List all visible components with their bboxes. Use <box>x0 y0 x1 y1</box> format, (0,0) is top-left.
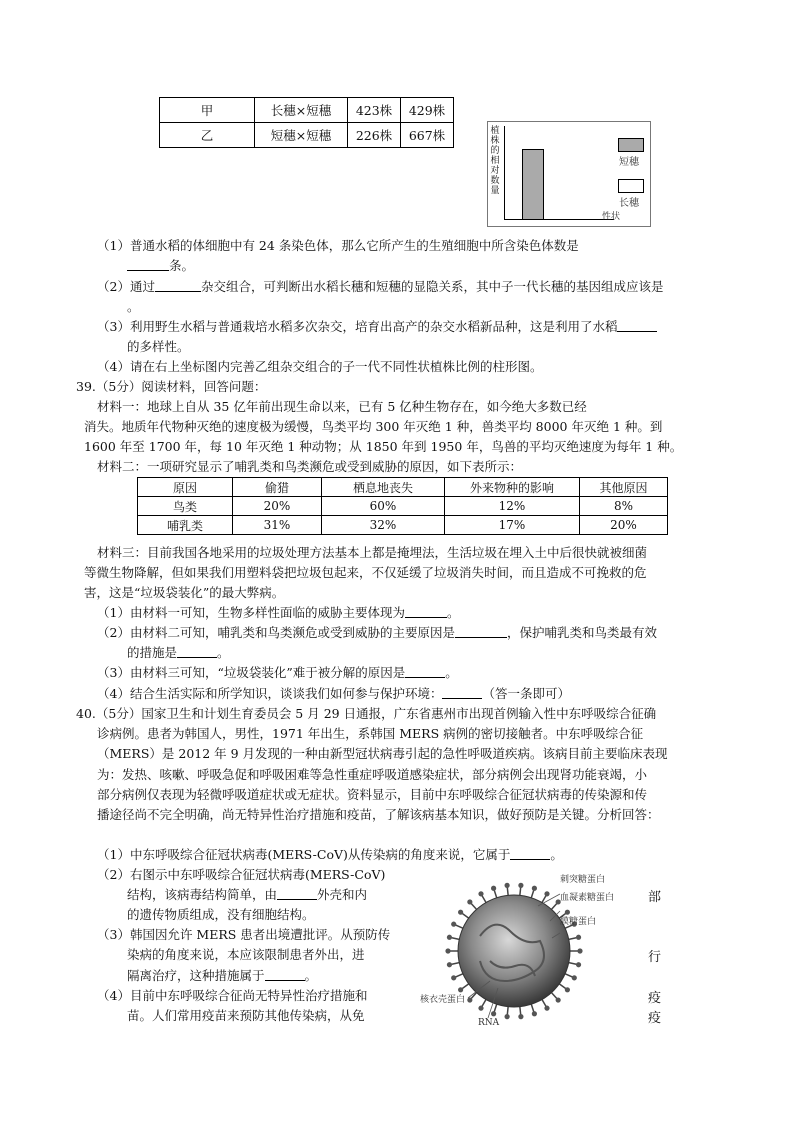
table-cell: 8% <box>580 497 668 516</box>
spike-head <box>572 975 577 980</box>
table-cell: 12% <box>445 497 580 516</box>
label-membrane: 膜糖蛋白 <box>560 917 597 927</box>
q39-4 <box>97 685 570 703</box>
table-cell: 甲 <box>160 98 255 123</box>
table-row <box>138 516 668 535</box>
text: （1）普通水稻的体细胞中有 24 条染色体，那么它所产生的生殖细胞中所含染色体数是 <box>97 238 579 253</box>
table-cell: 哺乳类 <box>138 516 233 535</box>
text: 条。 <box>169 258 195 273</box>
q39-2c <box>127 644 230 662</box>
answer-blank[interactable] <box>177 645 217 658</box>
label-nucleocapsid: 核衣壳蛋白 <box>420 995 466 1005</box>
spike-head <box>565 987 570 992</box>
spike-head <box>544 1006 549 1011</box>
cross-table <box>159 97 454 148</box>
q40-3c <box>127 967 317 985</box>
table-cell: 60% <box>322 497 445 516</box>
q40-1 <box>97 846 563 864</box>
answer-blank[interactable] <box>405 665 445 678</box>
q40-3a: （3）韩国因允许 MERS 患者出境遭批评。从预防传 <box>97 927 391 942</box>
spike-head <box>544 891 549 896</box>
q38-4 <box>97 358 542 376</box>
q39-m1a: 材料一：地球上自从 35 亿年前出现生命以来，已有 5 亿种生物存在，如今绝大多数已经 <box>97 399 587 414</box>
q40-l3: （MERS）是 2012 年 9 月发现的一种由新型冠状病毒引起的急性呼吸道疾病。该病目前主要临床表现 <box>97 746 668 761</box>
q38-2 <box>97 278 663 296</box>
table-cell: 20% <box>580 516 668 535</box>
spike-head <box>447 962 452 967</box>
spike-head <box>532 1011 537 1016</box>
table-header: 其他原因 <box>580 478 668 497</box>
answer-blank[interactable] <box>155 279 201 292</box>
spike-head <box>447 935 452 940</box>
table-cell: 423株 <box>348 98 401 123</box>
q38-3b <box>127 338 190 356</box>
bar-chart <box>487 121 651 227</box>
q40-l2: 诊病例。患者为韩国人，男性，1971 年出生，系韩国 MERS 病例的密切接触者。中东呼吸综合征 <box>97 726 644 741</box>
text: 结构，该病毒结构简单，由 <box>127 887 278 902</box>
table-header: 原因 <box>138 478 233 497</box>
q39-1 <box>97 604 459 622</box>
spike-head <box>467 997 472 1002</box>
table-cell: 429株 <box>401 98 454 123</box>
chart-xlabel: 性状 <box>602 212 621 222</box>
table-cell: 667株 <box>401 123 454 148</box>
text: （3）利用野生水稻与普通栽培水稻多次杂交，培育出高产的杂交水稻新品种，这是利用了水稻 <box>97 319 618 334</box>
table-header: 外来物种的影响 <box>445 478 580 497</box>
table-cell: 32% <box>322 516 445 535</box>
overflow-char: 疫 <box>648 991 662 1006</box>
table-cell: 长穗×短穗 <box>255 98 348 123</box>
text: 的措施是 <box>127 645 178 660</box>
q38-1b <box>127 257 194 275</box>
answer-blank[interactable] <box>265 968 305 981</box>
spike-head <box>577 948 582 953</box>
label-rna: RNA <box>478 1018 500 1028</box>
y-axis <box>504 126 505 220</box>
table-cell: 31% <box>233 516 322 535</box>
legend-swatch-short <box>618 138 644 152</box>
spike-head <box>491 1011 496 1016</box>
spike-head <box>556 997 561 1002</box>
text: （1）中东呼吸综合征冠状病毒(MERS-CoV)从传染病的角度来说，它属于 <box>97 847 511 862</box>
table-row <box>138 497 668 516</box>
text: （4）结合生活实际和所学知识，谈谈我们如何参与保护环境： <box>97 686 443 701</box>
spike-head <box>451 975 456 980</box>
answer-blank[interactable] <box>127 258 169 271</box>
table-row <box>160 123 454 148</box>
q39-3 <box>97 664 458 682</box>
q40-2a: （2）右图示中东呼吸综合征冠状病毒(MERS-CoV) <box>97 867 386 882</box>
text: 隔离治疗，这种措施属于 <box>127 968 265 983</box>
overflow-char: 部 <box>648 890 662 905</box>
text: 外壳和内 <box>317 887 368 902</box>
overflow-char: 疫 <box>648 1011 662 1026</box>
spike-head <box>576 935 581 940</box>
q38-2c <box>127 298 140 316</box>
q40-3b: 染病的角度来说，本应该限制患者外出，进 <box>127 947 365 962</box>
q39-m3c: 害，这是“垃圾袋装化”的最大弊病。 <box>84 585 285 600</box>
spike-head <box>445 948 450 953</box>
spike-head <box>505 1014 510 1019</box>
legend-label-long: 长穗 <box>619 198 639 209</box>
q40-4b: 苗。人们常用疫苗来预防其他传染病，从免 <box>127 1008 365 1023</box>
q38-1 <box>97 237 579 255</box>
label-hemagglutinin: 血凝素糖蛋白 <box>560 893 615 903</box>
q39-head: 39.（5分）阅读材料，回答问题： <box>76 379 267 394</box>
table-cell: 乙 <box>160 123 255 148</box>
q39-m3b: 等微生物降解，但如果我们用塑料袋把垃圾包起来，不仅延缓了垃圾消失时间，而且造成不可挽救的危 <box>84 565 647 580</box>
table-header: 栖息地丧失 <box>322 478 445 497</box>
legend-swatch-long <box>618 179 644 193</box>
virus-figure <box>410 866 640 1032</box>
text: 。 <box>550 847 563 862</box>
spike-head <box>467 899 472 904</box>
table-cell: 226株 <box>348 123 401 148</box>
spike-head <box>505 883 510 888</box>
text: 。 <box>446 605 460 620</box>
q40-l4: 为：发热、咳嗽、呼吸急促和呼吸困难等急性重症呼吸道感染症状，部分病例会出现肾功能衰竭，小 <box>97 767 648 782</box>
chart-ylabel: 植株的相对数量 <box>490 126 500 196</box>
table-header: 偷猎 <box>233 478 322 497</box>
spike-head <box>478 1006 483 1011</box>
text: 。 <box>127 299 140 314</box>
table-cell: 20% <box>233 497 322 516</box>
q39-m3a: 材料三：目前我国各地采用的垃圾处理方法基本上都是掩埋法，生活垃圾在埋入土中后很快就被细菌 <box>97 545 648 560</box>
answer-blank[interactable] <box>277 887 317 900</box>
answer-blank[interactable] <box>442 686 482 699</box>
spike-head <box>532 886 537 891</box>
label-spike: 刺突糖蛋白 <box>560 875 606 885</box>
spike-head <box>458 910 463 915</box>
table-cell: 17% <box>445 516 580 535</box>
text: （2）通过 <box>97 279 155 294</box>
q39-2 <box>97 624 657 642</box>
table-row <box>160 98 454 123</box>
text: （3）由材料三可知，“垃圾袋装化”难于被分解的原因是 <box>97 665 406 680</box>
overflow-char: 行 <box>648 950 662 965</box>
text: （4）请在右上坐标图内完善乙组杂交组合的子一代不同性状植株比例的柱形图。 <box>97 359 543 374</box>
text: 。 <box>217 645 230 660</box>
q40-l1: 40.（5分）国家卫生和计划生育委员会 5 月 29 日通报，广东省惠州市出现首例输入性中东呼吸综合征确 <box>76 706 657 721</box>
spike-head <box>518 1014 523 1019</box>
q40-2d: 的遗传物质组成，没有细胞结构。 <box>127 907 315 922</box>
table-header-row <box>138 478 668 497</box>
bar-short <box>522 149 544 220</box>
q40-4a: （4）目前中东呼吸综合征尚无特异性治疗措施和 <box>97 988 368 1003</box>
spike-head <box>518 883 523 888</box>
spike-head <box>576 962 581 967</box>
q40-l6: 播途径尚不完全明确，尚无特异性治疗措施和疫苗，了解该病基本知识，做好预防是关键。分析回答： <box>97 807 660 822</box>
q40-l5: 部分病例仅表现为轻微呼吸道症状或无症状。资料显示，目前中东呼吸综合征冠状病毒的传染源和传 <box>97 787 648 802</box>
answer-blank[interactable] <box>617 319 657 332</box>
q39-m1b: 消失。地质年代物种灭绝的速度极为缓慢，鸟类平均 300 年灭绝 1 种，兽类平均 8000 年灭绝 1 种。到 <box>84 419 663 434</box>
text: （答一条即可） <box>482 686 570 701</box>
table-cell: 鸟类 <box>138 497 233 516</box>
answer-blank[interactable] <box>405 605 447 618</box>
q39-m1c: 1600 年至 1700 年，每 10 年灭绝 1 种动物；从 1850 年到 1950 年，鸟兽的平均灭绝速度为每年 1 种。 <box>84 439 683 454</box>
q40-2b <box>127 886 367 904</box>
answer-blank[interactable] <box>510 847 550 860</box>
text: 。 <box>304 968 318 983</box>
text: 。 <box>445 665 458 680</box>
q38-3 <box>97 318 657 336</box>
q39-m2: 材料二：一项研究显示了哺乳类和鸟类濒危或受到威胁的原因，如下表所示： <box>97 459 523 474</box>
spike-head <box>491 886 496 891</box>
text: 的多样性。 <box>127 339 190 354</box>
text: （2）由材料二可知，哺乳类和鸟类濒危或受到威胁的主要原因是 <box>97 625 455 640</box>
legend-label-short: 短穗 <box>619 157 639 168</box>
spike-head <box>451 922 456 927</box>
table-cell: 短穗×短穗 <box>255 123 348 148</box>
text: 杂交组合，可判断出水稻长穗和短穗的显隐关系，其中子一代长穗的基因组成应该是 <box>200 279 664 294</box>
text: ，保护哺乳类和鸟类最有效 <box>506 625 657 640</box>
x-axis <box>504 219 614 220</box>
answer-blank[interactable] <box>455 625 507 638</box>
threat-table <box>137 477 668 535</box>
text: （1）由材料一可知，生物多样性面临的威胁主要体现为 <box>97 605 405 620</box>
spike-head <box>478 891 483 896</box>
